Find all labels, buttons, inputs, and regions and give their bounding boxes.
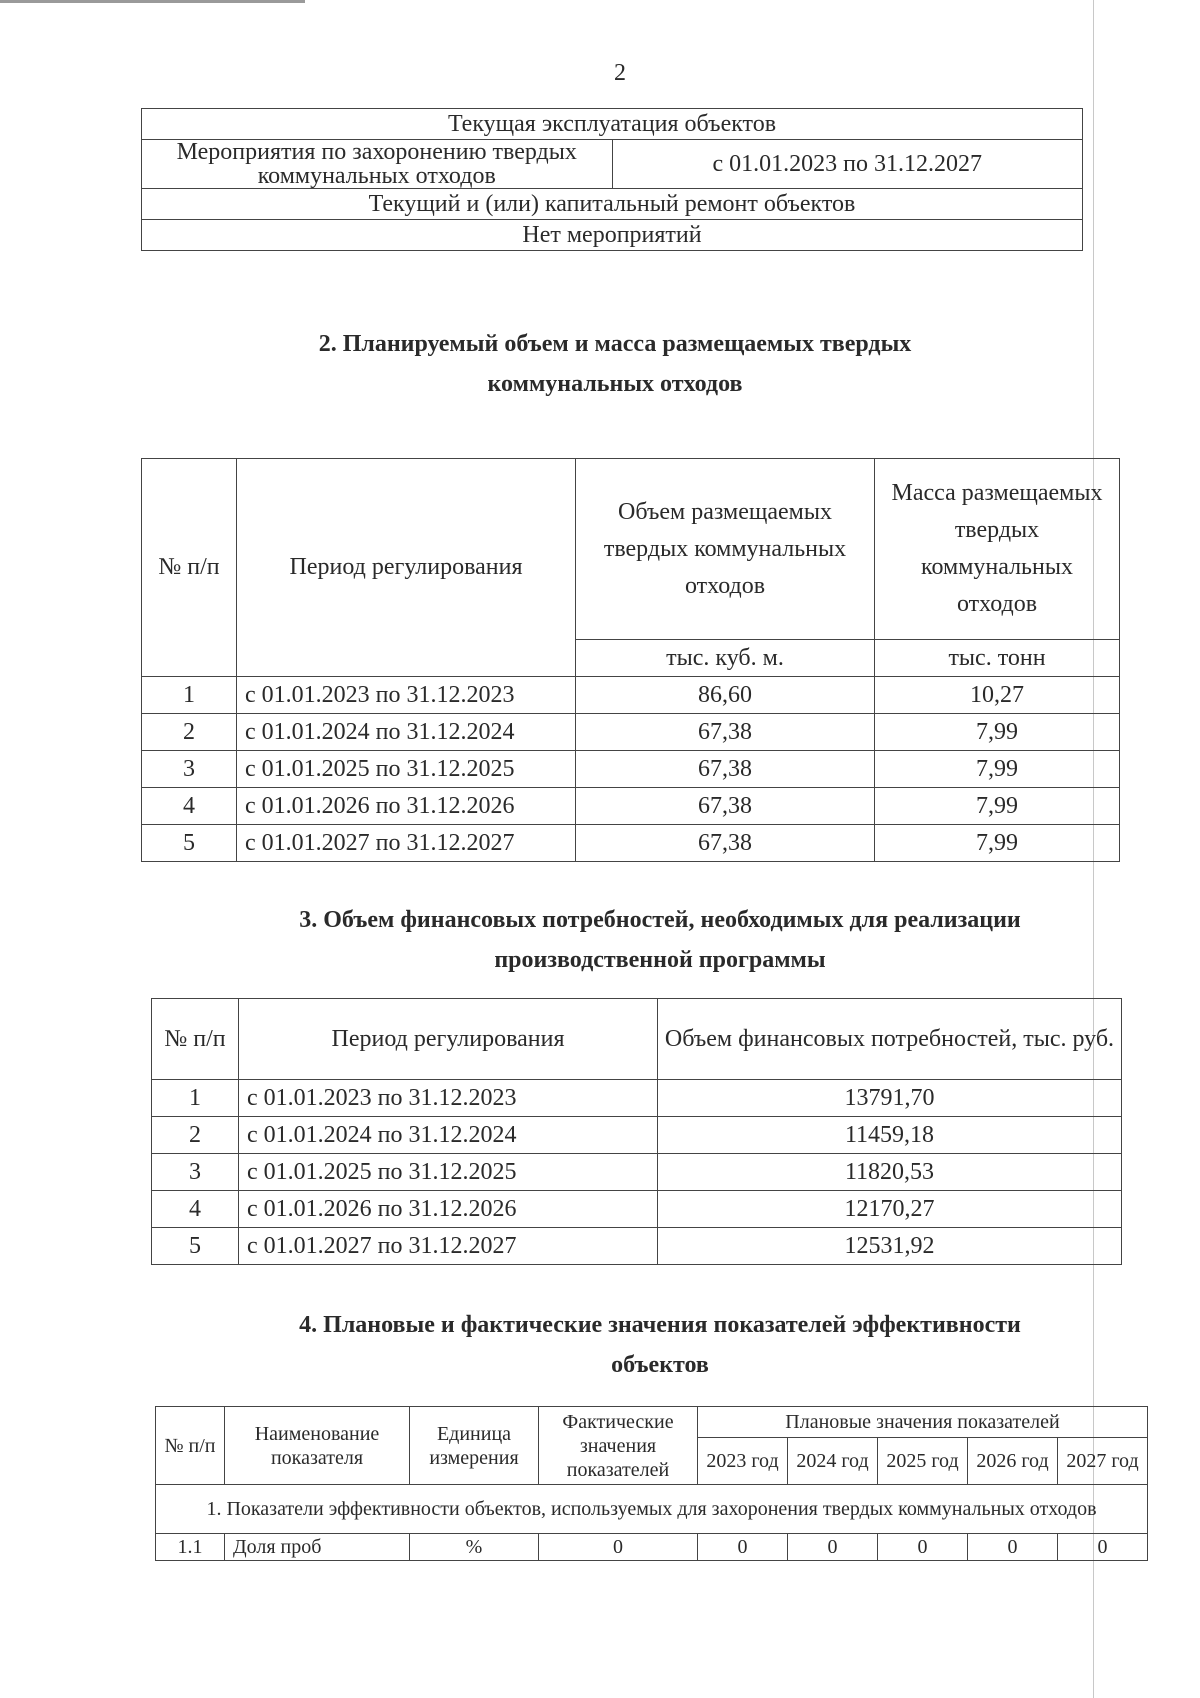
table-row (156, 1534, 1148, 1561)
t3-row-period: с 01.01.2027 по 31.12.2027 (239, 1228, 658, 1265)
t2-row-num: 4 (142, 788, 237, 825)
t2-row-volume: 86,60 (576, 677, 875, 714)
finance-table (151, 998, 1122, 1265)
t2-row-mass: 10,27 (875, 677, 1120, 714)
t3-row-num: 1 (152, 1080, 239, 1117)
table-row (152, 1228, 1122, 1265)
table-row (142, 751, 1120, 788)
section2-title-line2: коммунальных отходов (487, 371, 743, 397)
t4-row-y2025: 0 (878, 1534, 968, 1561)
activities-table (141, 108, 1083, 251)
t2-header-mass-unit: тыс. тонн (875, 640, 1120, 677)
t4-row-unit: % (410, 1534, 539, 1561)
t2-row-period: с 01.01.2027 по 31.12.2027 (237, 825, 576, 862)
t2-row-num: 1 (142, 677, 237, 714)
t4-header-actual: Фактические значения показателей (539, 1407, 698, 1485)
t2-row-mass: 7,99 (875, 788, 1120, 825)
t3-row-amount: 11459,18 (658, 1117, 1122, 1154)
t2-header-mass: Масса размещаемых твердых коммунальных отходов (875, 459, 1120, 640)
table-row (152, 1154, 1122, 1191)
t2-row-num: 3 (142, 751, 237, 788)
t3-header-amount: Объем финансовых потребностей, тыс. руб. (658, 999, 1122, 1080)
table-row (152, 1080, 1122, 1117)
t2-row-volume: 67,38 (576, 714, 875, 751)
t4-body (156, 1534, 1148, 1561)
scan-edge-top (0, 0, 305, 3)
t4-row-y2026: 0 (968, 1534, 1058, 1561)
page-number: 2 (614, 60, 626, 86)
section4-title (220, 1305, 1100, 1385)
t2-header-volume-unit: тыс. куб. м. (576, 640, 875, 677)
t4-row-name: Доля проб (225, 1534, 410, 1561)
table1-period: с 01.01.2023 по 31.12.2027 (612, 140, 1083, 189)
t2-row-period: с 01.01.2024 по 31.12.2024 (237, 714, 576, 751)
t2-row-mass: 7,99 (875, 751, 1120, 788)
table-row (142, 677, 1120, 714)
t4-header-planned: Плановые значения показателей (698, 1407, 1148, 1438)
volume-mass-table (141, 458, 1120, 862)
table-row (142, 714, 1120, 751)
t4-header-name: Наименование показателя (225, 1407, 410, 1485)
t3-body (152, 1080, 1122, 1265)
t4-header-year: 2026 год (968, 1438, 1058, 1485)
t3-header-period: Период регулирования (239, 999, 658, 1080)
t2-row-mass: 7,99 (875, 714, 1120, 751)
t3-row-period: с 01.01.2023 по 31.12.2023 (239, 1080, 658, 1117)
t3-row-period: с 01.01.2026 по 31.12.2026 (239, 1191, 658, 1228)
section4-title-line1: 4. Плановые и фактические значения показателей эффективности (299, 1312, 1021, 1338)
section2-title (170, 324, 1060, 404)
t2-row-period: с 01.01.2025 по 31.12.2025 (237, 751, 576, 788)
table-row (142, 825, 1120, 862)
t2-header-volume: Объем размещаемых твердых коммунальных отходов (576, 459, 875, 640)
t4-row-y2023: 0 (698, 1534, 788, 1561)
t4-row-num: 1.1 (156, 1534, 225, 1561)
efficiency-table (155, 1406, 1148, 1561)
t2-body (142, 677, 1120, 862)
t2-row-volume: 67,38 (576, 751, 875, 788)
table-row (142, 788, 1120, 825)
t2-row-volume: 67,38 (576, 825, 875, 862)
t4-row-actual: 0 (539, 1534, 698, 1561)
t3-row-amount: 12170,27 (658, 1191, 1122, 1228)
t3-row-num: 2 (152, 1117, 239, 1154)
table1-row4: Нет мероприятий (142, 220, 1083, 251)
t4-group1: 1. Показатели эффективности объектов, используемых для захоронения твердых коммунальных отходов (156, 1485, 1148, 1534)
t4-header-year: 2024 год (788, 1438, 878, 1485)
t3-row-amount: 12531,92 (658, 1228, 1122, 1265)
t2-row-period: с 01.01.2026 по 31.12.2026 (237, 788, 576, 825)
section4-title-line2: объектов (611, 1352, 709, 1378)
t3-row-period: с 01.01.2024 по 31.12.2024 (239, 1117, 658, 1154)
t2-row-period: с 01.01.2023 по 31.12.2023 (237, 677, 576, 714)
t2-row-num: 5 (142, 825, 237, 862)
t3-row-amount: 13791,70 (658, 1080, 1122, 1117)
t2-row-num: 2 (142, 714, 237, 751)
t3-row-amount: 11820,53 (658, 1154, 1122, 1191)
section3-title-line1: 3. Объем финансовых потребностей, необходимых для реализации (299, 907, 1021, 933)
t4-row-y2024: 0 (788, 1534, 878, 1561)
t4-header-num: № п/п (156, 1407, 225, 1485)
section3-title-line2: производственной программы (494, 947, 826, 973)
t2-row-volume: 67,38 (576, 788, 875, 825)
t4-header-year: 2025 год (878, 1438, 968, 1485)
t3-row-num: 4 (152, 1191, 239, 1228)
table-row (152, 1191, 1122, 1228)
section3-title (220, 900, 1100, 980)
table1-row1: Текущая эксплуатация объектов (142, 109, 1083, 140)
t4-header-unit: Единица измерения (410, 1407, 539, 1485)
t4-row-y2027: 0 (1058, 1534, 1148, 1561)
table-row (152, 1117, 1122, 1154)
t2-header-period: Период регулирования (237, 459, 576, 677)
t4-header-year: 2023 год (698, 1438, 788, 1485)
t3-row-num: 5 (152, 1228, 239, 1265)
t3-row-num: 3 (152, 1154, 239, 1191)
table1-activity: Мероприятия по захоронению твердых коммунальных отходов (142, 140, 613, 189)
section2-title-line1: 2. Планируемый объем и масса размещаемых твердых (318, 331, 912, 357)
t3-header-num: № п/п (152, 999, 239, 1080)
table1-row3: Текущий и (или) капитальный ремонт объектов (142, 189, 1083, 220)
t4-header-year: 2027 год (1058, 1438, 1148, 1485)
t2-row-mass: 7,99 (875, 825, 1120, 862)
t2-header-num: № п/п (142, 459, 237, 677)
t3-row-period: с 01.01.2025 по 31.12.2025 (239, 1154, 658, 1191)
